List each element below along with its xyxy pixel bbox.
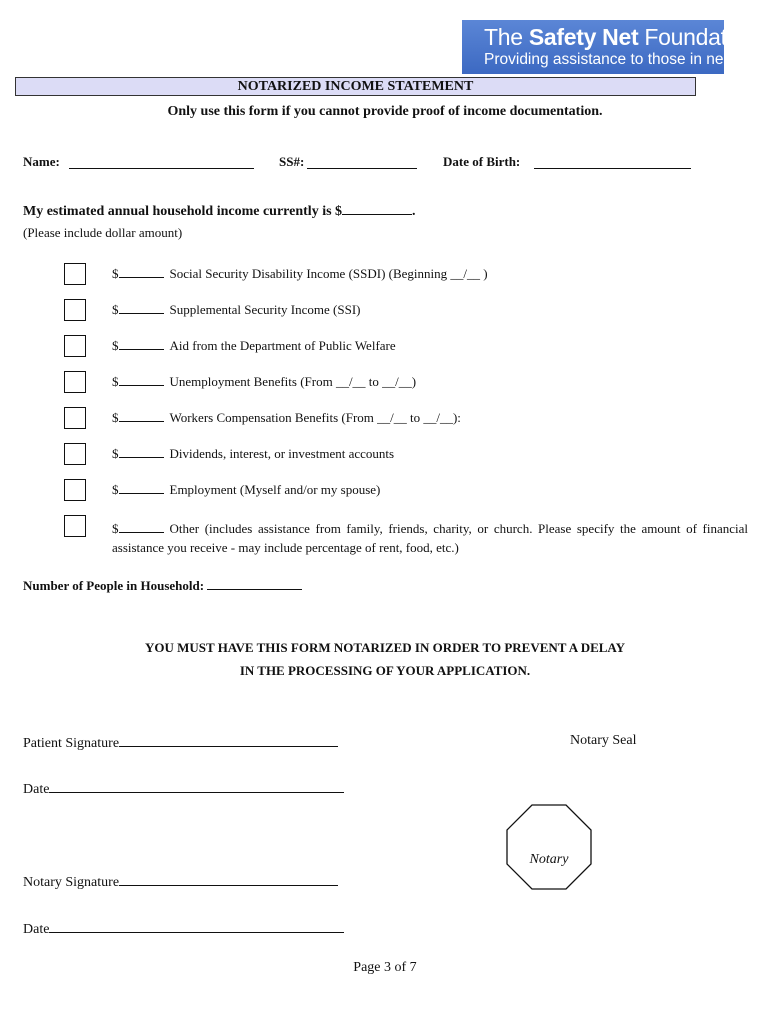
dob-field[interactable] <box>534 156 691 169</box>
employment-checkbox[interactable] <box>64 479 86 501</box>
date-row-1 <box>23 779 344 798</box>
unemployment-amount-field[interactable] <box>119 374 164 386</box>
household-field[interactable] <box>207 577 302 590</box>
form-title: NOTARIZED INCOME STATEMENT <box>15 77 696 96</box>
workers-comp-line: $ Workers Compensation Benefits (From __/__ to __/__): <box>112 410 461 425</box>
ss-label: SS#: <box>279 154 305 169</box>
dividends-checkbox[interactable] <box>64 443 86 465</box>
page-number: Page 3 of 7 <box>353 960 417 975</box>
unemployment-checkbox[interactable] <box>64 371 86 393</box>
annual-income-label: My estimated annual household income currently is $ <box>23 204 343 219</box>
annual-income-field[interactable] <box>342 202 412 215</box>
annual-income-statement <box>23 202 416 220</box>
date-field-2[interactable] <box>49 919 344 933</box>
notary-seal-octagon <box>506 804 592 890</box>
notarize-warning-line2: IN THE PROCESSING OF YOUR APPLICATION. <box>239 663 531 678</box>
ssi-line: $ Supplemental Security Income (SSI) <box>112 302 361 317</box>
ssi-checkbox[interactable] <box>64 299 86 321</box>
logo-tagline: Providing assistance to those in need. <box>484 51 746 68</box>
public-welfare-line: $ Aid from the Department of Public Welfare <box>112 338 396 353</box>
dividends-amount-field[interactable] <box>119 446 164 458</box>
public-welfare-checkbox[interactable] <box>64 335 86 357</box>
ssdi-checkbox[interactable] <box>64 263 86 285</box>
other-amount-field[interactable] <box>119 521 164 533</box>
date-label-1: Date <box>23 782 50 797</box>
date-row-2 <box>23 919 344 938</box>
dividends-line: $ Dividends, interest, or investment accounts <box>112 446 395 461</box>
notarize-warning-line1: YOU MUST HAVE THIS FORM NOTARIZED IN ORDER TO PREVENT A DELAY <box>144 640 626 655</box>
workers-comp-amount-field[interactable] <box>119 410 164 422</box>
form-subtitle: Only use this form if you cannot provide proof of income documentation. <box>167 104 603 119</box>
workers-comp-checkbox[interactable] <box>64 407 86 429</box>
ssdi-line: $ Social Security Disability Income (SSDI) (Beginning __/__ ) <box>112 266 488 281</box>
date-label-2: Date <box>23 922 50 937</box>
dollar-amount-note: (Please include dollar amount) <box>23 225 183 240</box>
logo-name: The Safety Net Foundation <box>484 24 757 50</box>
notary-seal-text: Notary <box>529 852 569 867</box>
unemployment-line: $ Unemployment Benefits (From __/__ to __/__) <box>112 374 417 389</box>
household-row <box>23 577 302 594</box>
date-field-1[interactable] <box>49 779 344 793</box>
name-field[interactable] <box>69 156 254 169</box>
other-checkbox[interactable] <box>64 515 86 537</box>
name-label: Name: <box>23 154 60 169</box>
notary-signature-label: Notary Signature <box>23 875 120 890</box>
notary-signature-field[interactable] <box>119 872 338 886</box>
public-welfare-amount-field[interactable] <box>119 338 164 350</box>
notary-seal-label: Notary Seal <box>570 733 637 748</box>
patient-signature-field[interactable] <box>119 733 338 747</box>
ssi-amount-field[interactable] <box>119 302 164 314</box>
annual-income-period: . <box>412 204 416 219</box>
ssdi-amount-field[interactable] <box>119 266 164 278</box>
ss-field[interactable] <box>307 156 417 169</box>
notary-signature-row <box>23 872 338 891</box>
dob-label: Date of Birth: <box>443 154 521 169</box>
patient-signature-row <box>23 733 338 752</box>
patient-signature-label: Patient Signature <box>23 736 120 751</box>
employment-amount-field[interactable] <box>119 482 164 494</box>
household-label: Number of People in Household: <box>23 578 205 593</box>
safety-net-foundation-logo <box>462 20 757 74</box>
other-line: $ Other (includes assistance from family, friends, charity, or church. Please specify the amount of financial assistance you receive - may include percentage of rent, food, etc.) <box>112 521 748 555</box>
employment-line: $ Employment (Myself and/or my spouse) <box>112 482 381 497</box>
